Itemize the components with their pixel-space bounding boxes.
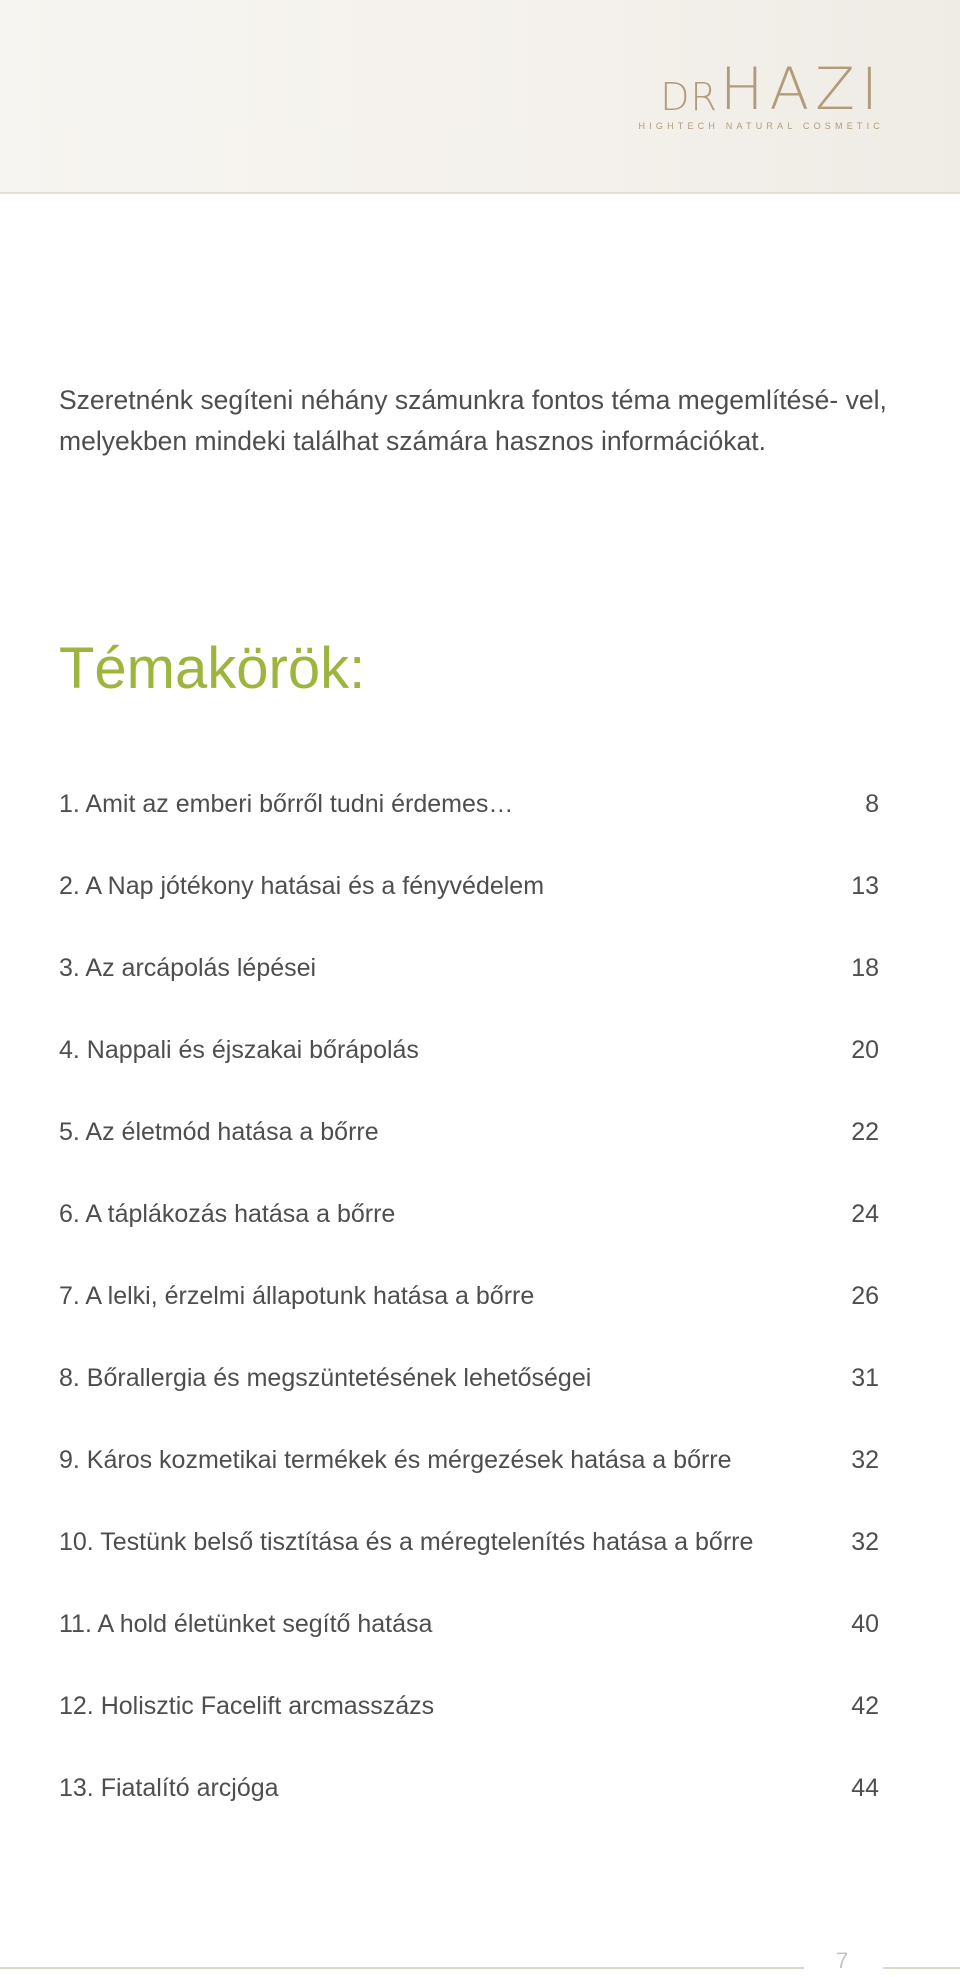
toc-item[interactable] (59, 1364, 879, 1446)
toc-item[interactable] (59, 954, 879, 1036)
toc-item-page: 42 (851, 1692, 879, 1720)
toc-item[interactable] (59, 872, 879, 954)
toc-item-title: 5. Az életmód hatása a bőrre (59, 1118, 379, 1146)
toc-item[interactable] (59, 1282, 879, 1364)
toc-item-page: 18 (851, 954, 879, 982)
toc-item-title: 9. Káros kozmetikai termékek és mérgezések hatása a bőrre (59, 1446, 732, 1474)
toc-item-page: 22 (851, 1118, 879, 1146)
page-header (0, 0, 960, 194)
toc-item-title: 3. Az arcápolás lépései (59, 954, 317, 982)
logo-hazi: HAZI (719, 55, 884, 123)
toc-item[interactable] (59, 1200, 879, 1282)
toc-item-title: 10. Testünk belső tisztítása és a méregtelenítés hatása a bőrre (59, 1528, 754, 1556)
toc-heading: Témakörök: (59, 636, 366, 701)
logo-dr: DR (660, 75, 718, 119)
toc-item-page: 26 (851, 1282, 879, 1310)
toc-item[interactable] (59, 1036, 879, 1118)
brand-logo (638, 55, 884, 132)
footer-divider-left (0, 1967, 804, 1969)
footer-divider-right (883, 1967, 960, 1969)
toc-item-page: 32 (851, 1528, 879, 1556)
toc-item-title: 13. Fiatalító arcjóga (59, 1774, 279, 1802)
logo-wordmark (660, 55, 884, 123)
toc-item-title: 7. A lelki, érzelmi állapotunk hatása a bőrre (59, 1282, 535, 1310)
toc-item-title: 12. Holisztic Facelift arcmasszázs (59, 1692, 435, 1720)
toc-item-page: 24 (851, 1200, 879, 1228)
toc-item-page: 8 (865, 790, 879, 818)
toc-item-title: 2. A Nap jótékony hatásai és a fényvédelem (59, 872, 545, 900)
toc-item-title: 4. Nappali és éjszakai bőrápolás (59, 1036, 419, 1064)
table-of-contents (59, 790, 879, 1856)
toc-item[interactable] (59, 1774, 879, 1856)
logo-tagline: HIGHTECH NATURAL COSMETIC (638, 121, 884, 131)
toc-item[interactable] (59, 1118, 879, 1200)
toc-item-page: 20 (851, 1036, 879, 1064)
toc-item[interactable] (59, 1528, 879, 1610)
toc-item-title: 8. Bőrallergia és megszüntetésének lehetőségei (59, 1364, 592, 1392)
toc-item[interactable] (59, 1610, 879, 1692)
toc-item-page: 44 (851, 1774, 879, 1802)
toc-item[interactable] (59, 790, 879, 872)
toc-item[interactable] (59, 1446, 879, 1528)
toc-item-title: 1. Amit az emberi bőrről tudni érdemes… (59, 790, 514, 818)
toc-item-title: 6. A táplákozás hatása a bőrre (59, 1200, 396, 1228)
toc-item-title: 11. A hold életünket segítő hatása (59, 1610, 433, 1638)
intro-paragraph: Szeretnénk segíteni néhány számunkra fontos téma megemlítésé- vel, melyekben mindeki találhat számára hasznos információkat. (59, 385, 887, 456)
toc-item-page: 13 (851, 872, 879, 900)
toc-item[interactable] (59, 1692, 879, 1774)
toc-item-page: 31 (851, 1364, 879, 1392)
toc-item-page: 40 (851, 1610, 879, 1638)
page-number: 7 (836, 1948, 849, 1973)
toc-item-page: 32 (851, 1446, 879, 1474)
